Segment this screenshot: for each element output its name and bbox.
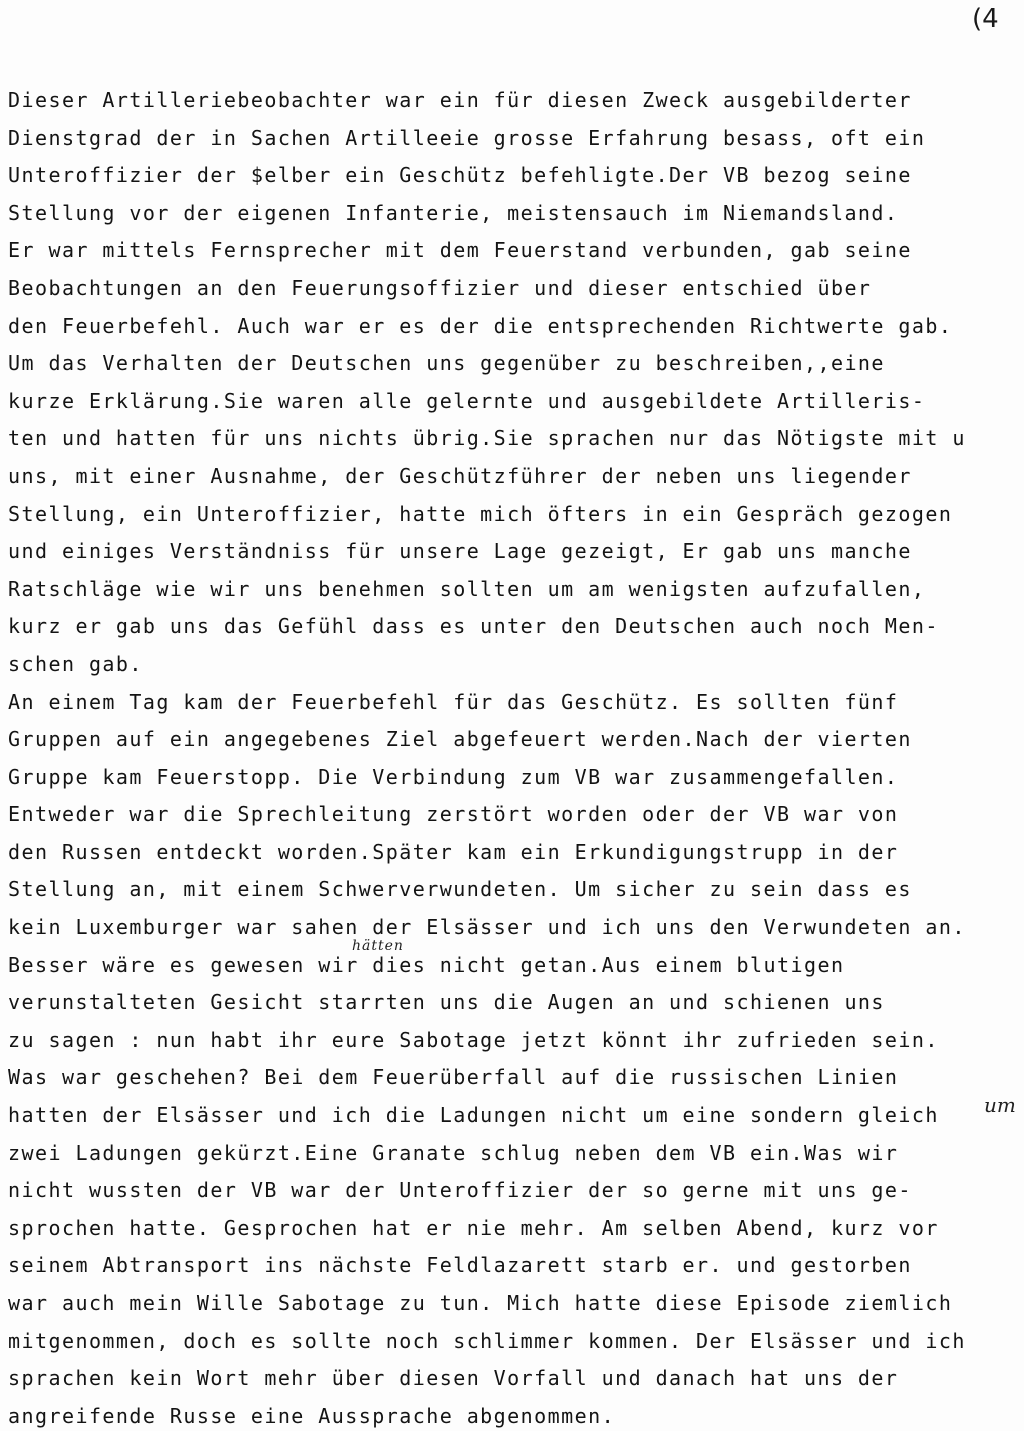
text-line: seinem Abtransport ins nächste Feldlazarett starb er. und gestorben — [8, 1253, 912, 1278]
text-line: Besser wäre es gewesen wir dies nicht getan.Aus einem blutigen — [8, 952, 845, 977]
text-line: zu sagen : nun habt ihr eure Sabotage jetzt könnt ihr zufrieden sein. — [8, 1027, 939, 1052]
text-line: ten und hatten für uns nichts übrig.Sie sprachen nur das Nötigste mit u — [8, 426, 966, 451]
text-line: nicht wussten der VB war der Unteroffizier der so gerne mit uns ge- — [8, 1178, 912, 1203]
text-line: kurz er gab uns das Gefühl dass es unter den Deutschen auch noch Men- — [8, 614, 939, 639]
text-line: sprochen hatte. Gesprochen hat er nie mehr. Am selben Abend, kurz vor — [8, 1215, 939, 1240]
page-number: (4 — [972, 4, 999, 34]
text-line: Gruppen auf ein angegebenes Ziel abgefeuert werden.Nach der vierten — [8, 727, 912, 752]
text-line: Dienstgrad der in Sachen Artilleeie grosse Erfahrung besass, oft ein — [8, 125, 926, 150]
text-line: An einem Tag kam der Feuerbefehl für das Geschütz. Es sollten fünf — [8, 689, 899, 714]
text-line: kein Luxemburger war sahen der Elsässer und ich uns den Verwundeten an. — [8, 915, 966, 940]
text-line: Was war geschehen? Bei dem Feuerüberfall auf die russischen Linien — [8, 1065, 899, 1090]
text-line: Stellung, ein Unteroffizier, hatte mich öfters in ein Gespräch gezogen — [8, 501, 953, 526]
text-line: angreifende Russe eine Aussprache abgenommen. — [8, 1403, 616, 1428]
text-line: verunstalteten Gesicht starrten uns die Augen an und schienen uns — [8, 990, 885, 1015]
text-line: zwei Ladungen gekürzt.Eine Granate schlug neben dem VB ein.Was wir — [8, 1140, 899, 1165]
text-line: den Russen entdeckt worden.Später kam ein Erkundigungstrupp in der — [8, 839, 899, 864]
text-line: Er war mittels Fernsprecher mit dem Feuerstand verbunden, gab seine — [8, 238, 912, 263]
text-line: Entweder war die Sprechleitung zerstört worden oder der VB war von — [8, 802, 899, 827]
text-line: Stellung vor der eigenen Infanterie, meistensauch im Niemandsland. — [8, 200, 899, 225]
text-line: Beobachtungen an den Feuerungsoffizier und dieser entschied über — [8, 275, 872, 300]
typewritten-body — [8, 82, 1016, 1435]
text-line: Ratschläge wie wir uns benehmen sollten um am wenigsten aufzufallen, — [8, 576, 926, 601]
text-line: hatten der Elsässer und ich die Ladungen nicht um eine sondern gleich — [8, 1103, 939, 1128]
text-line: Dieser Artilleriebeobachter war ein für diesen Zweck ausgebilderter — [8, 88, 912, 112]
text-line: war auch mein Wille Sabotage zu tun. Mich hatte diese Episode ziemlich — [8, 1291, 953, 1315]
text-line: schen gab. — [8, 651, 143, 676]
text-line: den Feuerbefehl. Auch war er es der die entsprechenden Richtwerte gab. — [8, 313, 953, 338]
handwritten-insertion: hätten — [352, 938, 404, 954]
text-line: mitgenommen, doch es sollte noch schlimmer kommen. Der Elsässer und ich — [8, 1328, 966, 1353]
text-line: Gruppe kam Feuerstopp. Die Verbindung zum VB war zusammengefallen. — [8, 764, 899, 789]
text-line: Stellung an, mit einem Schwerverwundeten. Um sicher zu sein dass es — [8, 877, 912, 902]
text-line: kurze Erklärung.Sie waren alle gelernte und ausgebildete Artilleris- — [8, 388, 926, 413]
text-line: und einiges Verständniss für unsere Lage gezeigt, Er gab uns manche — [8, 539, 912, 564]
text-line: sprachen kein Wort mehr über diesen Vorfall und danach hat uns der — [8, 1366, 899, 1391]
text-line: Unteroffizier der $elber ein Geschütz befehligte.Der VB bezog seine — [8, 163, 912, 188]
text-line: Um das Verhalten der Deutschen uns gegenüber zu beschreiben,,eine — [8, 351, 885, 376]
handwritten-margin-note: um — [984, 1093, 1016, 1117]
text-line: uns, mit einer Ausnahme, der Geschützführer der neben uns liegender — [8, 463, 912, 488]
